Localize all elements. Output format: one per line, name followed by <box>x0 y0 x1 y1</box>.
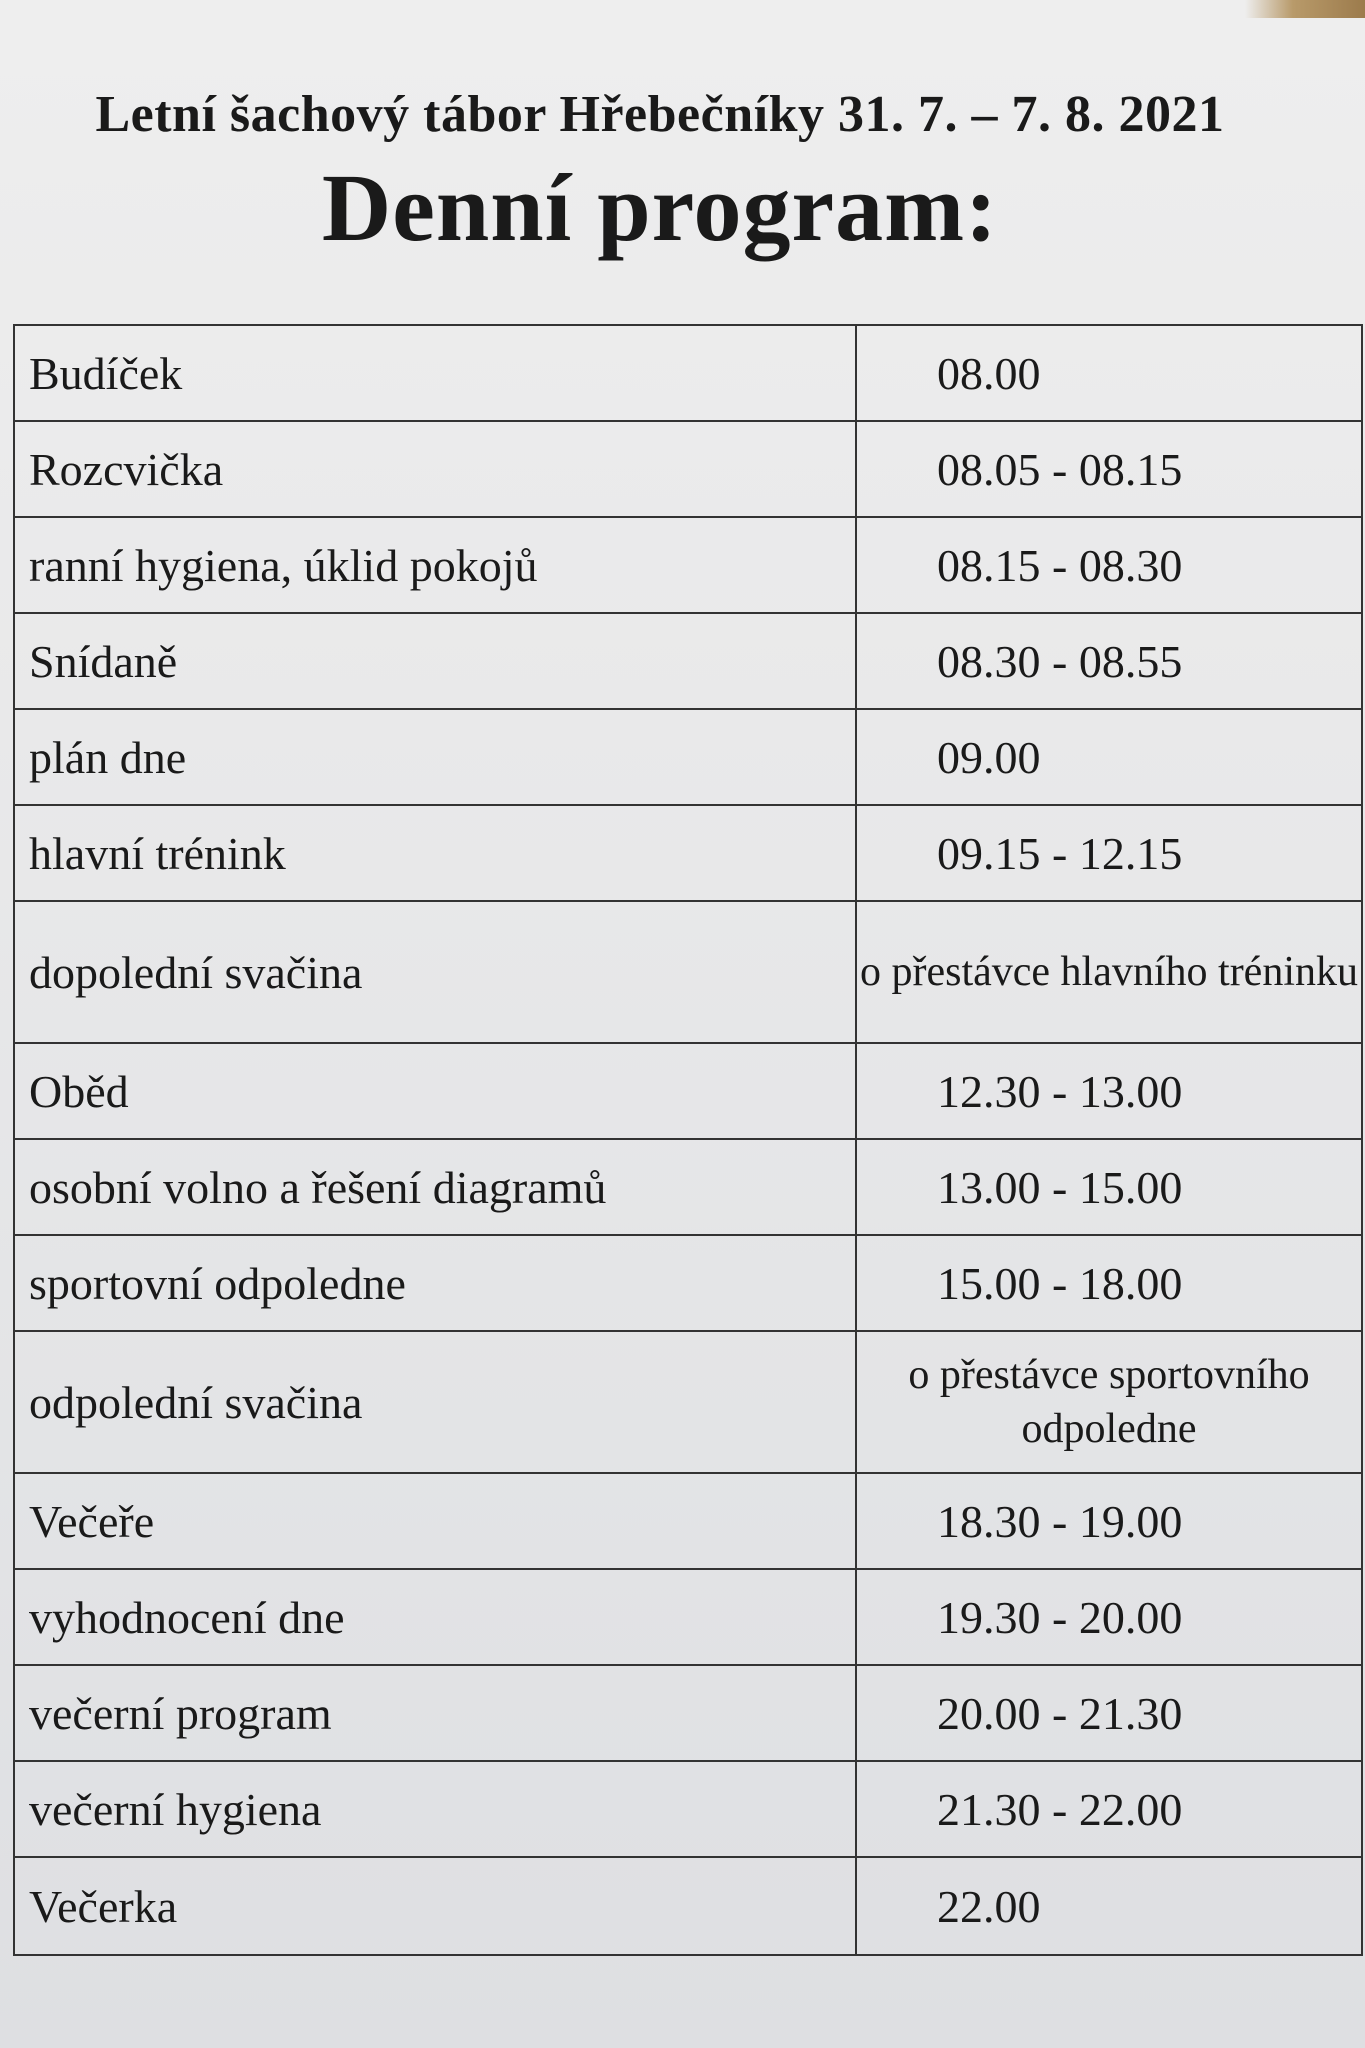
time-cell: 20.00 - 21.30 <box>937 1687 1183 1739</box>
table-row <box>15 518 1361 614</box>
page-title: Denní program: <box>321 154 999 261</box>
activity-cell: Rozcvička <box>15 422 857 516</box>
time-cell: 21.30 - 22.00 <box>937 1783 1183 1835</box>
table-row <box>15 1666 1361 1762</box>
activity-cell: osobní volno a řešení diagramů <box>15 1140 857 1234</box>
table-row <box>15 326 1361 422</box>
table-row <box>15 1332 1361 1474</box>
activity-cell: vyhodnocení dne <box>15 1570 857 1664</box>
corkboard-edge <box>1245 0 1365 18</box>
activity-cell: Večeře <box>15 1474 857 1568</box>
activity-cell: Snídaně <box>15 614 857 708</box>
time-cell: 08.15 - 08.30 <box>937 539 1183 591</box>
time-cell: 18.30 - 19.00 <box>937 1495 1183 1547</box>
table-row <box>15 1474 1361 1570</box>
time-cell: 08.00 <box>937 347 1041 399</box>
activity-cell: Oběd <box>15 1044 857 1138</box>
table-row <box>15 1858 1361 1954</box>
activity-cell: sportovní odpoledne <box>15 1236 857 1330</box>
activity-cell: ranní hygiena, úklid pokojů <box>15 518 857 612</box>
camp-subtitle: Letní šachový tábor Hřebečníky 31. 7. – 7. 8. 2021 <box>95 86 1225 143</box>
activity-cell: Večerka <box>15 1858 857 1954</box>
table-row <box>15 1140 1361 1236</box>
time-cell: 09.00 <box>937 731 1041 783</box>
time-cell: 12.30 - 13.00 <box>937 1065 1183 1117</box>
activity-cell: odpolední svačina <box>15 1332 857 1472</box>
table-row <box>15 710 1361 806</box>
table-row <box>15 902 1361 1044</box>
time-cell: o přestávce sportovního odpoledne <box>908 1352 1310 1452</box>
table-row <box>15 422 1361 518</box>
activity-cell: hlavní trénink <box>15 806 857 900</box>
activity-cell: večerní hygiena <box>15 1762 857 1856</box>
time-cell: 09.15 - 12.15 <box>937 827 1183 879</box>
table-row <box>15 614 1361 710</box>
table-row <box>15 1236 1361 1332</box>
time-cell: 22.00 <box>937 1880 1041 1932</box>
table-row <box>15 1762 1361 1858</box>
time-cell: o přestávce hlavního tréninku <box>859 949 1358 995</box>
time-cell: 15.00 - 18.00 <box>937 1257 1183 1309</box>
table-row <box>15 1044 1361 1140</box>
time-cell: 13.00 - 15.00 <box>937 1161 1183 1213</box>
activity-cell: plán dne <box>15 710 857 804</box>
time-cell: 08.30 - 08.55 <box>937 635 1183 687</box>
table-row <box>15 1570 1361 1666</box>
time-cell: 19.30 - 20.00 <box>937 1591 1183 1643</box>
time-cell: 08.05 - 08.15 <box>937 443 1183 495</box>
activity-cell: Budíček <box>15 326 857 420</box>
activity-cell: dopolední svačina <box>15 902 857 1042</box>
table-row <box>15 806 1361 902</box>
schedule-table <box>13 324 1363 1956</box>
activity-cell: večerní program <box>15 1666 857 1760</box>
